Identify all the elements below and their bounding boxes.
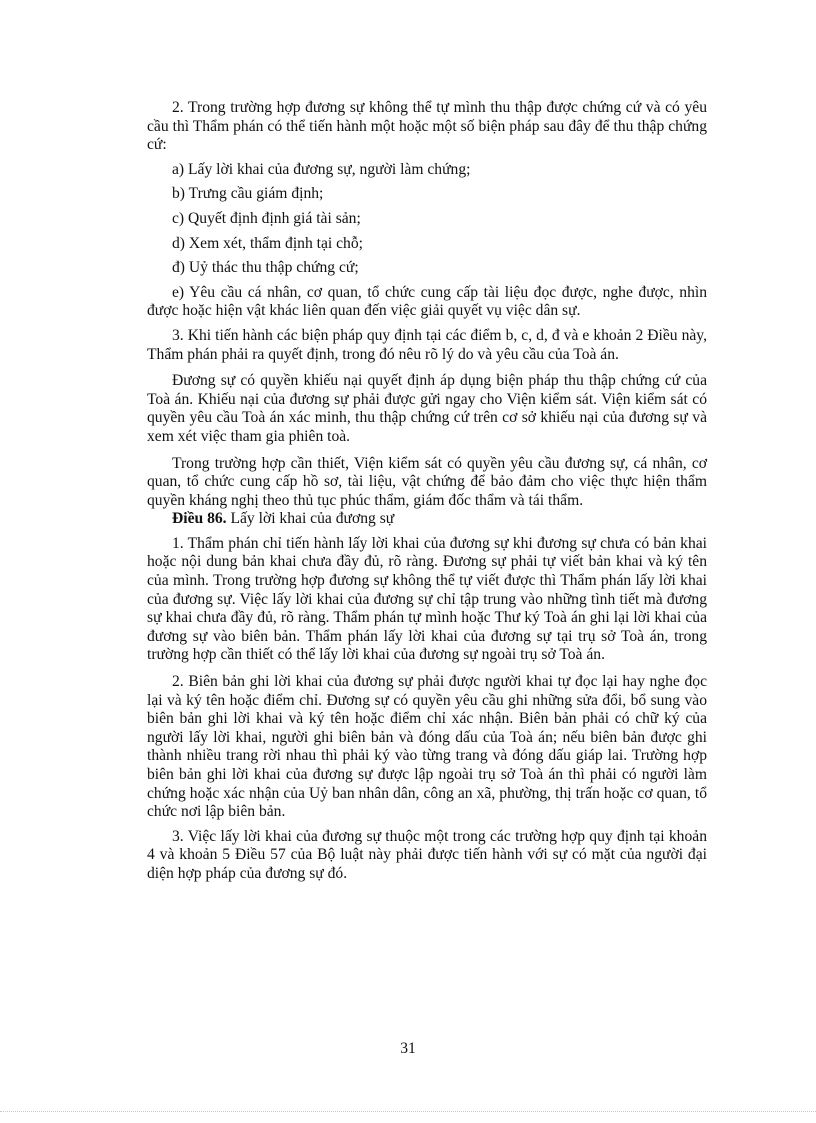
article-paragraph-3: 3. Việc lấy lời khai của đương sự thuộc một trong các trường hợp quy định tại khoản 4 và khoản 5 Điều 57 của Bộ luật này phải được tiến hành với sự có mặt của người đại diện hợp pháp của đương sự đó.: [147, 827, 707, 882]
list-item-e: e) Yêu cầu cá nhân, cơ quan, tổ chức cung cấp tài liệu đọc được, nghe được, nhìn được hoặc hiện vật khác liên quan đến việc giải quyết vụ việc dân sự.: [147, 283, 707, 320]
article-paragraph-2: 2. Biên bản ghi lời khai của đương sự phải được người khai tự đọc lại hay nghe đọc lại và ký tên hoặc điểm chỉ. Đương sự có quyền yêu cầu ghi những sửa đổi, bổ sung vào biên bản ghi lời khai và ký tên hoặc điểm chỉ xác nhận. Biên bản phải có chữ ký của người lấy lời khai, người ghi biên bản và đóng dấu của Toà án; nếu biên bản được ghi thành nhiều trang rời nhau thì phải ký vào từng trang và đóng dấu giáp lai. Trường hợp biên bản ghi lời khai của đương sự được lập ngoài trụ sở Toà án thì phải có người làm chứng hoặc xác nhận của Uỷ ban nhân dân, công an xã, phường, thị trấn hoặc cơ quan, tổ chức nơi lập biên bản.: [147, 673, 707, 821]
footer-divider: [0, 1111, 816, 1112]
list-item-a: a) Lấy lời khai của đương sự, người làm chứng;: [172, 160, 471, 178]
article-title: Lấy lời khai của đương sự: [226, 510, 395, 528]
article-heading: [147, 510, 707, 529]
list-item-b: b) Trưng cầu giám định;: [172, 185, 324, 203]
paragraph-clause-3: 3. Khi tiến hành các biện pháp quy định tại các điểm b, c, d, đ và e khoản 2 Điều này, Thẩm phán phải ra quyết định, trong đó nêu rõ lý do và yêu cầu của Toà án.: [147, 326, 707, 363]
article-paragraph-1: 1. Thẩm phán chỉ tiến hành lấy lời khai của đương sự khi đương sự chưa có bản khai hoặc nội dung bản khai chưa đầy đủ, rõ ràng. Đương sự phải tự viết bản khai và ký tên của mình. Trong trường hợp đương sự không thể tự viết được thì Thẩm phán lấy lời khai của đương sự. Việc lấy lời khai của đương sự chỉ tập trung vào những tình tiết mà đương sự khai chưa đầy đủ, rõ ràng. Thẩm phán tự mình hoặc Thư ký Toà án ghi lại lời khai của đương sự vào biên bản. Thẩm phán lấy lời khai của đương sự tại trụ sở Toà án, trong trường hợp cần thiết có thể lấy lời khai của đương sự ngoài trụ sở Toà án.: [147, 534, 707, 664]
list-item-d: d) Xem xét, thẩm định tại chỗ;: [172, 234, 363, 252]
paragraph-clause-2: 2. Trong trường hợp đương sự không thể tự mình thu thập được chứng cứ và có yêu cầu thì Thẩm phán có thể tiến hành một hoặc một số biện pháp sau đây để thu thập chứng cứ:: [147, 99, 707, 154]
page-number: 31: [400, 1040, 416, 1057]
list-item-dd: đ) Uỷ thác thu thập chứng cứ;: [172, 259, 359, 277]
article-number: Điều 86.: [172, 510, 227, 528]
paragraph-procuracy: Trong trường hợp cần thiết, Viện kiểm sát có quyền yêu cầu đương sự, cá nhân, cơ quan, tổ chức cung cấp hồ sơ, tài liệu, vật chứng để bảo đảm cho việc thực hiện thẩm quyền kháng nghị theo thủ tục phúc thẩm, giám đốc thẩm và tái thẩm.: [147, 454, 707, 509]
paragraph-complaint: Đương sự có quyền khiếu nại quyết định áp dụng biện pháp thu thập chứng cứ của Toà án. Khiếu nại của đương sự phải được gửi ngay cho Viện kiểm sát. Viện kiểm sát có quyền yêu cầu Toà án xác minh, thu thập chứng cứ trên cơ sở khiếu nại của đương sự và xem xét việc tham gia phiên toà.: [147, 372, 707, 445]
page-body: [147, 99, 707, 884]
list-item-c: c) Quyết định định giá tài sản;: [172, 209, 361, 227]
